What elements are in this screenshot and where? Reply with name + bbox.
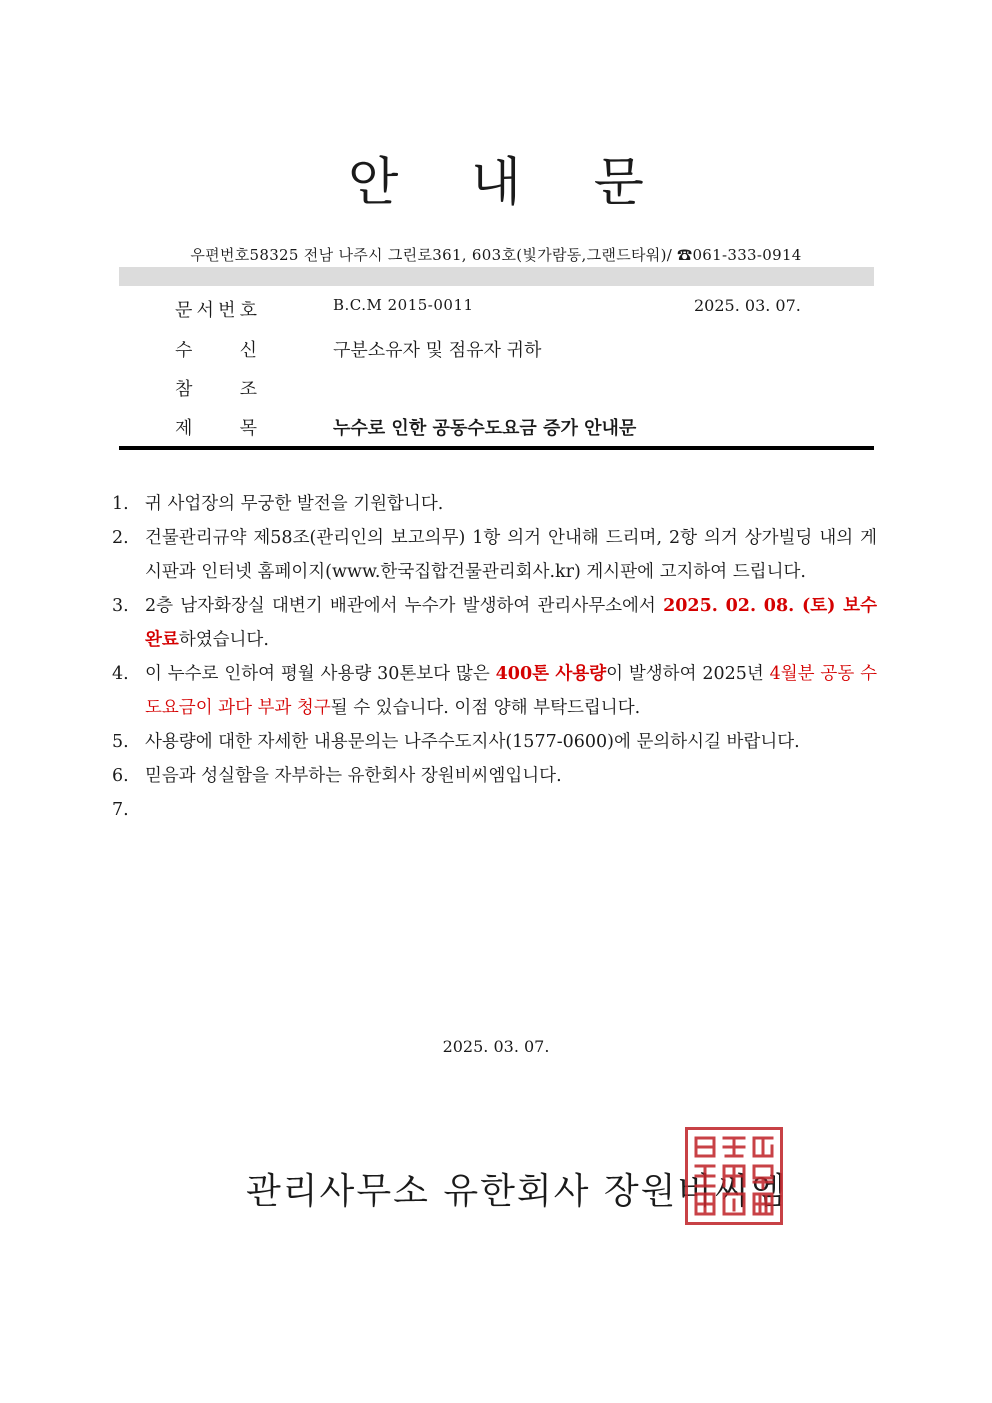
office-address: 우편번호58325 전남 나주시 그린로361, 603호(빛가람동,그랜드타워)/ ☎061-333-0914: [190, 246, 802, 264]
item-text: 이 누수로 인하여 평월 사용량 30톤보다 많은: [145, 664, 496, 684]
item-number: 6.: [112, 766, 129, 786]
item-text: 귀 사업장의 무궁한 발전을 기원합니다.: [145, 494, 444, 514]
header-band: [119, 267, 874, 286]
highlight-repair-date: 2025. 02. 08. (토) 보수 완료: [145, 596, 877, 650]
item-text: 사용량에 대한 자세한 내용문의는 나주수도지사(1577-0600)에 문의하시길 바랍니다.: [145, 732, 800, 752]
notice-items: [112, 487, 877, 820]
company-seal-stamp: [685, 1127, 783, 1225]
subject-row: [175, 414, 875, 444]
highlight-overcharge: 4월분 공동 수도요금이 과다 부과 청구: [145, 664, 877, 718]
list-item: [112, 725, 877, 759]
header-divider: [119, 446, 874, 450]
list-item: [112, 657, 877, 725]
recipient-row: [175, 336, 875, 366]
item-text: 될 수 있습니다. 이점 양해 부탁드립니다.: [330, 698, 641, 718]
subject-value: 누수로 인한 공동수도요금 증가 안내문: [333, 418, 637, 439]
item-number: 5.: [112, 732, 129, 752]
document-title: 안 내 문: [348, 153, 672, 213]
item-number: 1.: [112, 494, 129, 514]
recipient-value: 구분소유자 및 점유자 귀하: [333, 340, 542, 361]
list-item: [112, 759, 877, 793]
item-number: 3.: [112, 596, 129, 616]
reference-row: [175, 375, 875, 405]
recipient-label: 수 신: [175, 340, 257, 361]
item-number: 4.: [112, 664, 129, 684]
signature-line: 관리사무소 유한회사 장원비씨엠: [246, 1171, 788, 1212]
highlight-usage: 400톤 사용량: [495, 664, 607, 684]
reference-label: 참 조: [175, 379, 257, 400]
docno-row: [175, 296, 875, 326]
item-text: 2층 남자화장실 대변기 배관에서 누수가 발생하여 관리사무소에서: [145, 596, 664, 616]
header-date: 2025. 03. 07.: [694, 296, 801, 315]
list-item: [112, 487, 877, 521]
docno-value: B.C.M 2015-0011: [333, 296, 474, 314]
list-item: [112, 521, 877, 589]
item-number: 2.: [112, 528, 129, 548]
docno-label: 문 서 번 호: [175, 300, 257, 321]
item-text: 이 발생하여 2025년: [606, 664, 770, 684]
seal-glyphs-icon: [688, 1130, 780, 1222]
list-item: [112, 589, 877, 657]
subject-label: 제 목: [175, 418, 257, 439]
footer-date: 2025. 03. 07.: [442, 1037, 550, 1056]
item-number: 7.: [112, 800, 129, 820]
item-text: 하였습니다.: [178, 630, 269, 650]
item-text: 믿음과 성실함을 자부하는 유한회사 장원비씨엠입니다.: [145, 766, 562, 786]
item-text: 건물관리규약 제58조(관리인의 보고의무) 1항 의거 안내해 드리며, 2항 의거 상가빌딩 내의 게시판과 인터넷 홈페이지(www.한국집합건물관리회사.kr) 게시판에 고지하여 드립니다.: [145, 528, 877, 582]
